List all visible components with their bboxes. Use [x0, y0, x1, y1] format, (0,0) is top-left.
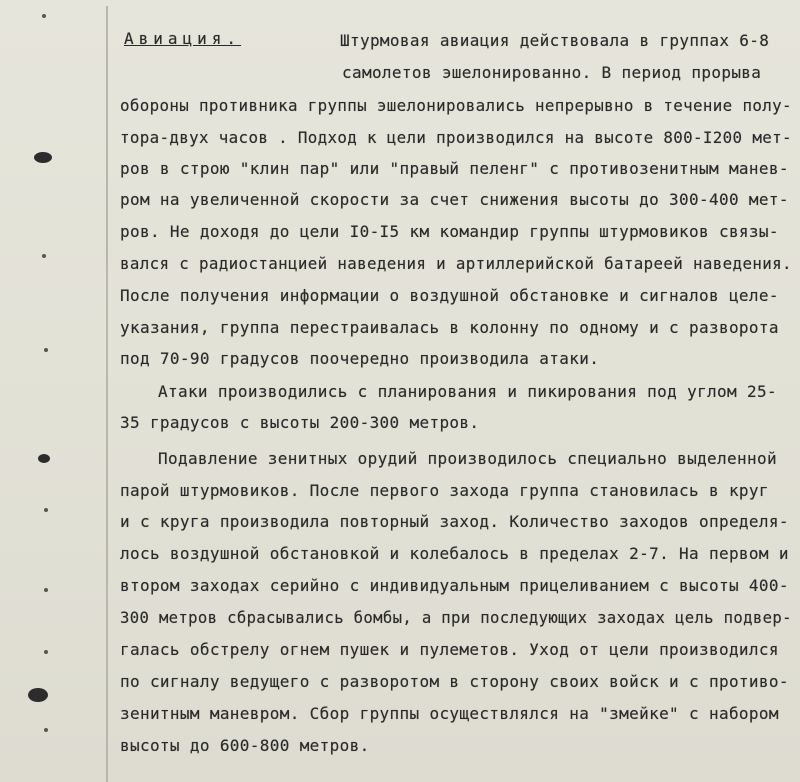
binding-dot [42, 254, 46, 258]
text-line: под 70-90 градусов поочередно производила атаки. [120, 349, 600, 368]
text-line: лось воздушной обстановкой и колебалось в пределах 2-7. На первом и [120, 544, 789, 563]
binding-hole [38, 454, 50, 463]
binding-hole [34, 152, 52, 163]
binding-dot [42, 14, 46, 18]
text-line: зенитным маневром. Сбор группы осуществлялся на "змейке" с набором [120, 704, 779, 723]
text-line: и с круга производила повторный заход. Количество заходов определя- [120, 512, 789, 531]
section-heading: Авиация. [124, 29, 242, 48]
text-line: ром на увеличенной скорости за счет снижения высоты до 300-400 мет- [120, 190, 789, 209]
text-line: Штурмовая авиация действовала в группах 6-8 [340, 31, 770, 50]
text-line: ров в строю "клин пар" или "правый пеленг" с противозенитным манев- [120, 159, 789, 178]
text-line: высоты до 600-800 метров. [120, 736, 370, 755]
text-line: самолетов эшелонированно. В период прорыва [342, 63, 762, 82]
text-line: втором заходах серийно с индивидуальным прицеливанием с высоты 400- [120, 576, 789, 595]
text-line: тора-двух часов . Подход к цели производился на высоте 800-I200 мет- [120, 128, 792, 147]
binding-dot [44, 650, 48, 654]
text-line: по сигналу ведущего с разворотом в сторону своих войск и с противо- [120, 672, 789, 691]
text-line: 300 метров сбрасывались бомбы, а при последующих заходах цель подвер- [120, 608, 792, 627]
binding-dot [44, 588, 48, 592]
text-line: ров. Не доходя до цели I0-I5 км командир группы штурмовиков связы- [120, 222, 779, 241]
binding-dot [44, 728, 48, 732]
text-line: парой штурмовиков. После первого захода группа становилась в круг [120, 481, 769, 500]
binding-hole [28, 688, 48, 702]
binding-dot [44, 508, 48, 512]
margin-rule [106, 6, 108, 782]
text-line: 35 градусов с высоты 200-300 метров. [120, 413, 480, 432]
text-line: указания, группа перестраивалась в колонну по одному и с разворота [120, 318, 779, 337]
text-line: После получения информации о воздушной обстановке и сигналов целе- [120, 286, 779, 305]
text-line: галась обстрелу огнем пушек и пулеметов. Уход от цели производился [120, 640, 779, 659]
text-line: Подавление зенитных орудий производилось специально выделенной [158, 449, 777, 468]
text-line: вался с радиостанцией наведения и артиллерийской батареей наведения. [120, 254, 792, 273]
text-line: Атаки производились с планирования и пикирования под углом 25- [158, 382, 777, 401]
binding-dot [44, 348, 48, 352]
text-line: обороны противника группы эшелонировались непрерывно в течение полу- [120, 96, 792, 115]
